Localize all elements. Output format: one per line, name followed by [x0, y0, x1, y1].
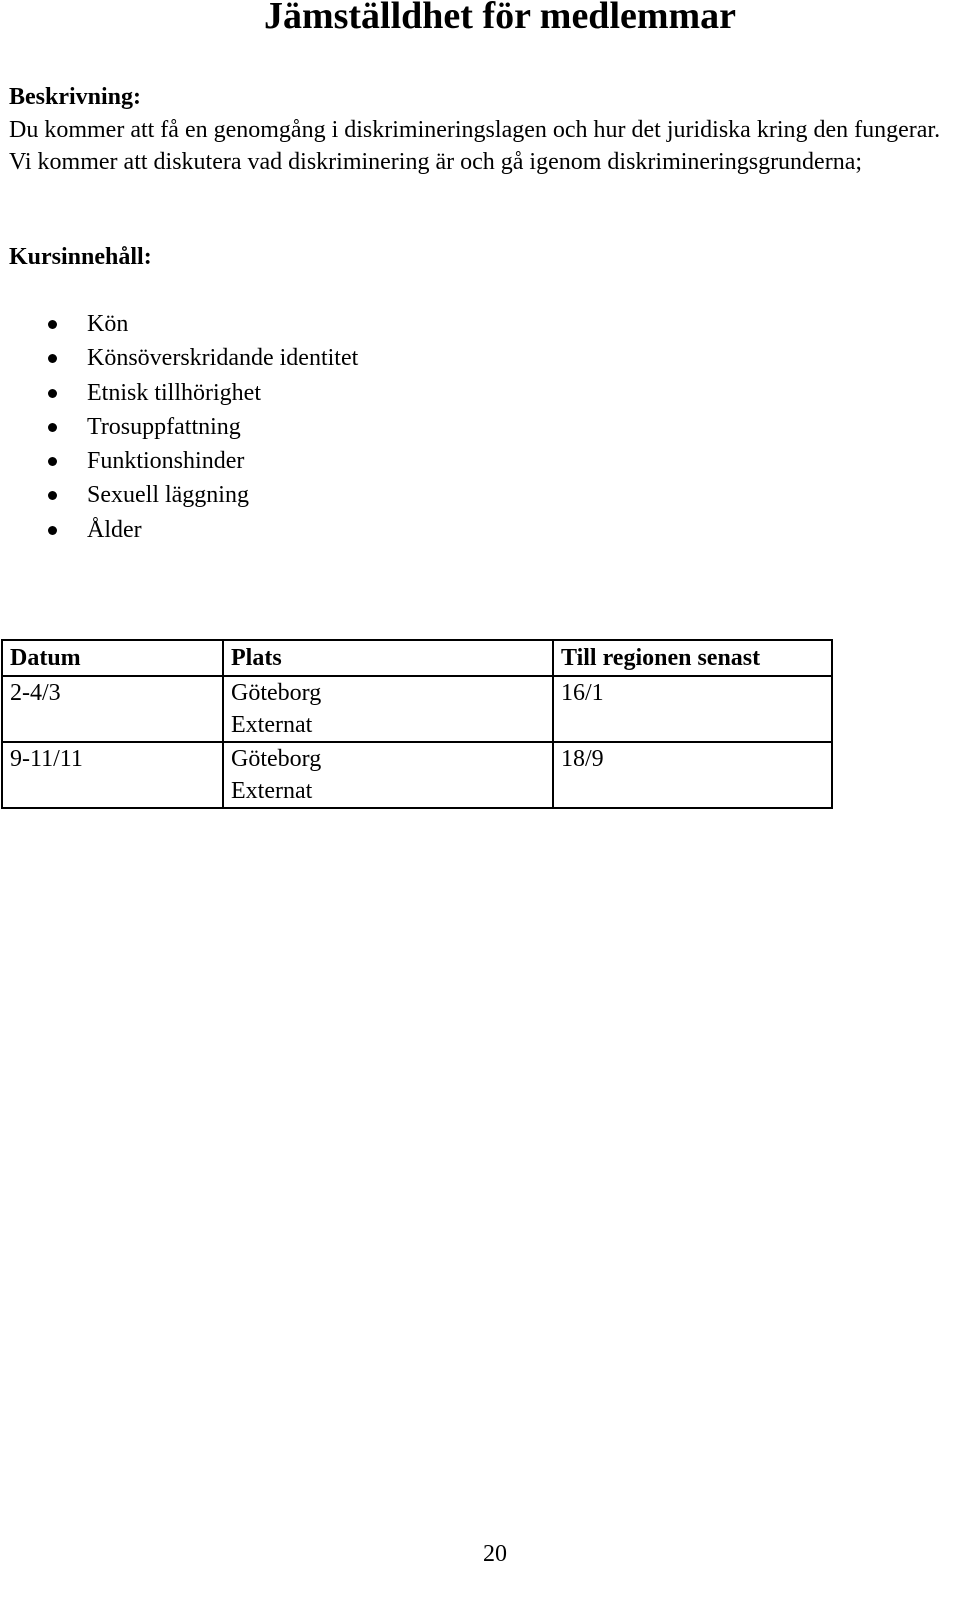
deadline-cell: 16/1 — [553, 676, 832, 742]
list-item — [0, 513, 358, 547]
course-content-list — [0, 307, 358, 547]
course-content-heading: Kursinnehåll: — [9, 244, 152, 270]
place-city: Göteborg — [231, 680, 322, 706]
bullet-icon — [48, 491, 57, 500]
date-cell: 2-4/3 — [2, 676, 223, 742]
list-item — [0, 341, 358, 375]
bullet-icon — [48, 354, 57, 363]
column-header-date: Datum — [2, 640, 223, 676]
list-item — [0, 444, 358, 478]
bullet-icon — [48, 457, 57, 466]
list-item — [0, 307, 358, 341]
bullet-icon — [48, 526, 57, 535]
deadline-cell: 18/9 — [553, 742, 832, 808]
place-city: Göteborg — [231, 746, 322, 772]
column-header-place: Plats — [223, 640, 553, 676]
page-title: Jämställdhet för medlemmar — [263, 0, 737, 37]
bullet-icon — [48, 389, 57, 398]
list-item-label: Könsöverskridande identitet — [87, 345, 359, 372]
list-item — [0, 478, 358, 512]
table-row — [2, 676, 832, 742]
list-item-label: Sexuell läggning — [87, 482, 249, 509]
list-item-label: Kön — [87, 311, 129, 337]
place-cell — [223, 742, 553, 808]
column-header-deadline: Till regionen senast — [553, 640, 832, 676]
bullet-icon — [48, 423, 57, 432]
list-item — [0, 376, 358, 410]
bullet-icon — [48, 320, 57, 329]
date-cell: 9-11/11 — [2, 742, 223, 808]
list-item-label: Etnisk tillhörighet — [87, 379, 261, 406]
table-row — [2, 742, 832, 808]
place-venue: Externat — [231, 712, 313, 738]
schedule-table — [1, 639, 833, 809]
list-item — [0, 410, 358, 444]
description-text: Du kommer att få en genomgång i diskrimineringslagen och hur det juridiska kring den fungerar. Vi kommer att diskutera vad diskriminering är och gå igenom diskrimineringsgrunderna; — [9, 117, 941, 175]
list-item-label: Funktionshinder — [87, 448, 245, 475]
description-heading: Beskrivning: — [9, 84, 142, 110]
place-venue: Externat — [231, 778, 313, 804]
list-item-label: Trosuppfattning — [87, 413, 241, 440]
table-header-row — [2, 640, 832, 676]
page-number: 20 — [483, 1541, 507, 1567]
place-cell — [223, 676, 553, 742]
list-item-label: Ålder — [87, 516, 142, 543]
